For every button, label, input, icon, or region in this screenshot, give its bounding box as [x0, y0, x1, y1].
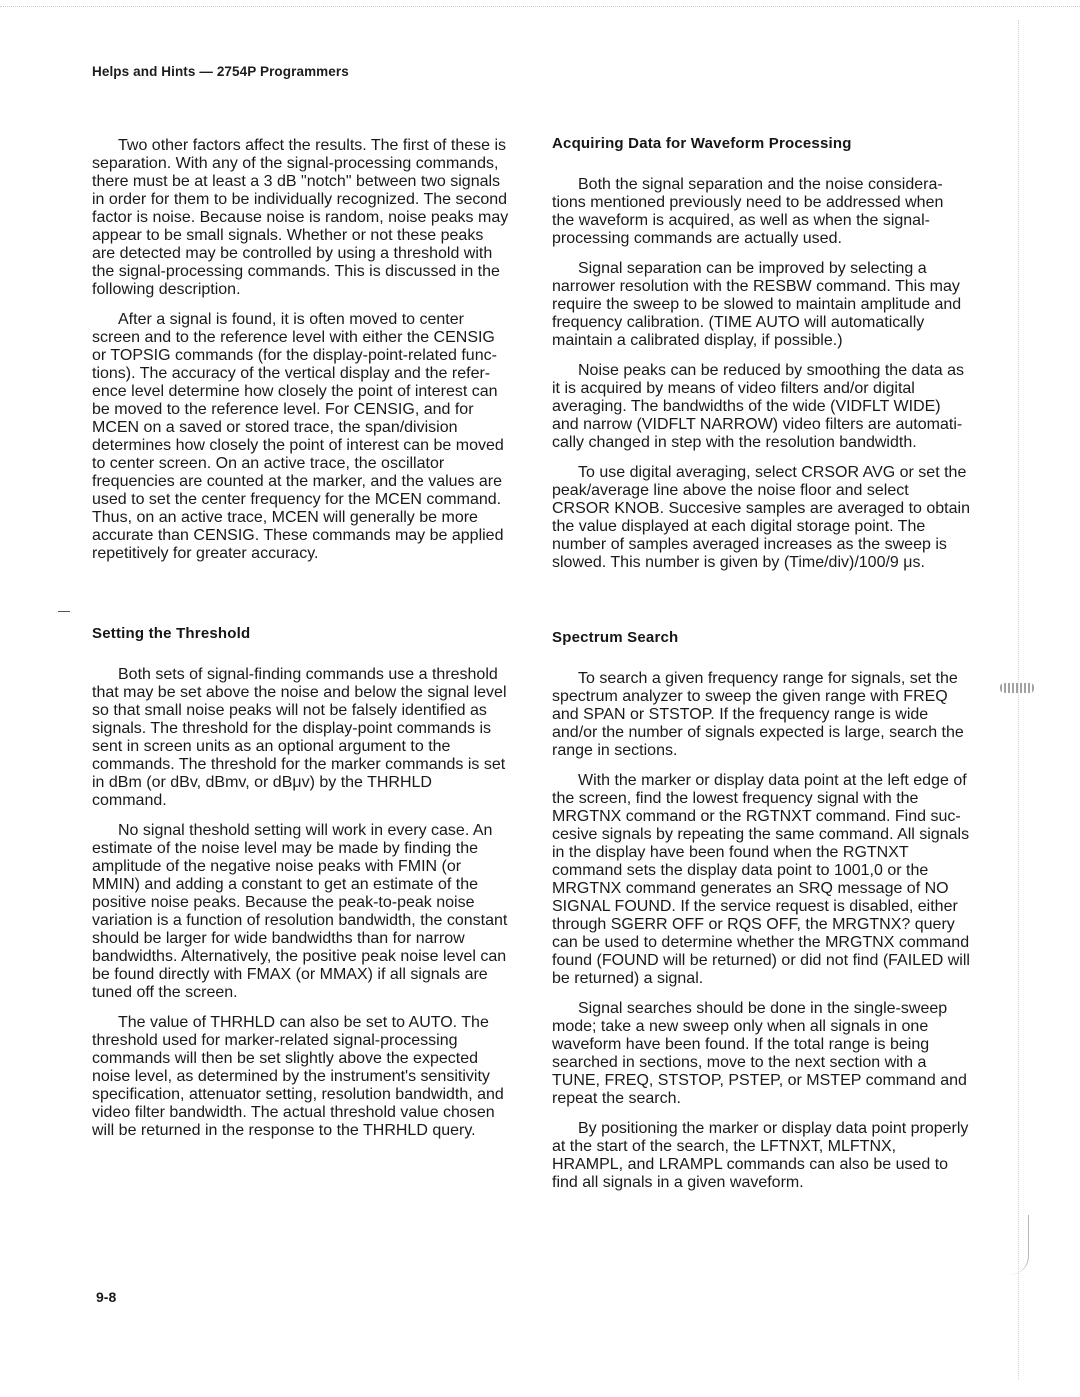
running-header: Helps and Hints — 2754P Programmers [92, 64, 349, 79]
section-setting-threshold [92, 625, 510, 1152]
paragraph: By positioning the marker or display data point properly at the start of the search, the LFTNXT, MLFTNX, HRAMPL, and LRAMPL commands can also be used to find all signals in a given waveform. [552, 1120, 969, 1191]
section-heading: Acquiring Data for Waveform Processing [552, 135, 852, 152]
paragraph: Noise peaks can be reduced by smoothing the data as it is acquired by means of video filters and/or digital averaging. The bandwidths of the wide (VIDFLT WIDE) and narrow (VIDFLT NARROW) video filters are automatically changed in step with the resolution bandwidth. [552, 362, 965, 451]
left-column-intro [92, 137, 510, 575]
paragraph: No signal theshold setting will work in every case. An estimate of the noise level may be made by finding the amplitude of the negative noise peaks with FMIN (or MMIN) and adding a constant to get an estimate of the positive noise peaks. Because the peak-to-peak noise variation is a function of resolution bandwidth, the constant should be larger for wide bandwidths than for narrow bandwidths. Alternatively, the positive peak noise level can be found directly with FMAX (or MMAX) if all signals are tuned off the screen. [92, 822, 508, 1001]
page-number: 9-8 [96, 1289, 117, 1305]
paragraph: Both sets of signal-finding commands use a threshold that may be set above the noise and below the signal level so that small noise peaks will not be falsely identified as signals. The threshold for the display-point commands is sent in screen units as an optional argument to the commands. The threshold for the marker commands is set in dBm (or dBv, dBmv, or dBμv) by the THRHLD command. [92, 666, 507, 809]
paragraph: Both the signal separation and the noise considerations mentioned previously need to be addressed when the waveform is acquired, as well as when the signal-processing commands are actually used. [552, 176, 944, 247]
scan-artifact-smudge [1000, 683, 1034, 693]
paragraph: To search a given frequency range for signals, set the spectrum analyzer to sweep the given range with FREQ and SPAN or STSTOP. If the frequency range is wide and/or the number of signals expected is large, search the range in sections. [552, 670, 964, 759]
scan-artifact-curve [1010, 1215, 1029, 1275]
section-heading: Setting the Threshold [92, 625, 251, 642]
paragraph: With the marker or display data point at the left edge of the screen, find the lowest frequency signal with the MRGTNX command or the RGTNXT command. Find succesive signals by repeating the same command. All signals in the display have been found when the RGTNXT command sets the display data point to 1001,0 or the MRGTNX command generates an SRQ message of NO SIGNAL FOUND. If the service request is disabled, either through SGERR OFF or RQS OFF, the MRGTNX? query can be used to determine whether the MRGTNX command found (FOUND will be returned) or did not find (FAILED will be returned) a signal. [552, 772, 970, 987]
section-spectrum-search [552, 629, 970, 1204]
paragraph: Signal separation can be improved by selecting a narrower resolution with the RESBW command. This may require the sweep to be slowed to maintain amplitude and frequency calibration. (TIME AUTO will automatically maintain a calibrated display, if possible.) [552, 260, 962, 349]
margin-tick-mark [58, 611, 70, 612]
paragraph: To use digital averaging, select CRSOR AVG or set the peak/average line above the noise floor and select CRSOR KNOB. Succesive samples are averaged to obtain the value displayed at each digital storage point. The number of samples averaged increases as the sweep is slowed. This number is given by (Time/div)/100/9 μs. [552, 464, 970, 571]
paragraph: Signal searches should be done in the single-sweep mode; take a new sweep only when all signals in one waveform have been found. If the total range is being searched in sections, move to the next section with a TUNE, FREQ, STSTOP, PSTEP, or MSTEP command and repeat the search. [552, 1000, 967, 1107]
scan-artifact-top-border [0, 6, 1080, 8]
paragraph: After a signal is found, it is often moved to center screen and to the reference level with either the CENSIG or TOPSIG commands (for the display-point-related functions). The accuracy of the vertical display and the reference level determine how closely the point of interest can be moved to the reference level. For CENSIG, and for MCEN on a saved or stored trace, the span/division determines how closely the point of interest can be moved to center screen. On an active trace, the oscillator frequencies are counted at the marker, and the values are used to set the center frequency for the MCEN command. Thus, on an active trace, MCEN will generally be more accurate than CENSIG. These commands may be applied repetitively for greater accuracy. [92, 311, 504, 562]
section-acquiring-data [552, 135, 970, 584]
scan-artifact-right-edge [1018, 20, 1020, 1380]
paragraph: Two other factors affect the results. The first of these is separation. With any of the signal-processing commands, there must be at least a 3 dB "notch" between two signals in order for them to be individually recognized. The second factor is noise. Because noise is random, noise peaks may appear to be small signals. Whether or not these peaks are detected may be controlled by using a threshold with the signal-processing commands. This is discussed in the following description. [92, 137, 509, 298]
paragraph: The value of THRHLD can also be set to AUTO. The threshold used for marker-related signal-processing commands will then be set slightly above the expected noise level, as determined by the instrument's sensitivity specification, attenuator setting, resolution bandwidth, and video filter bandwidth. The actual threshold value chosen will be returned in the response to the THRHLD query. [92, 1014, 504, 1139]
section-heading: Spectrum Search [552, 629, 679, 646]
